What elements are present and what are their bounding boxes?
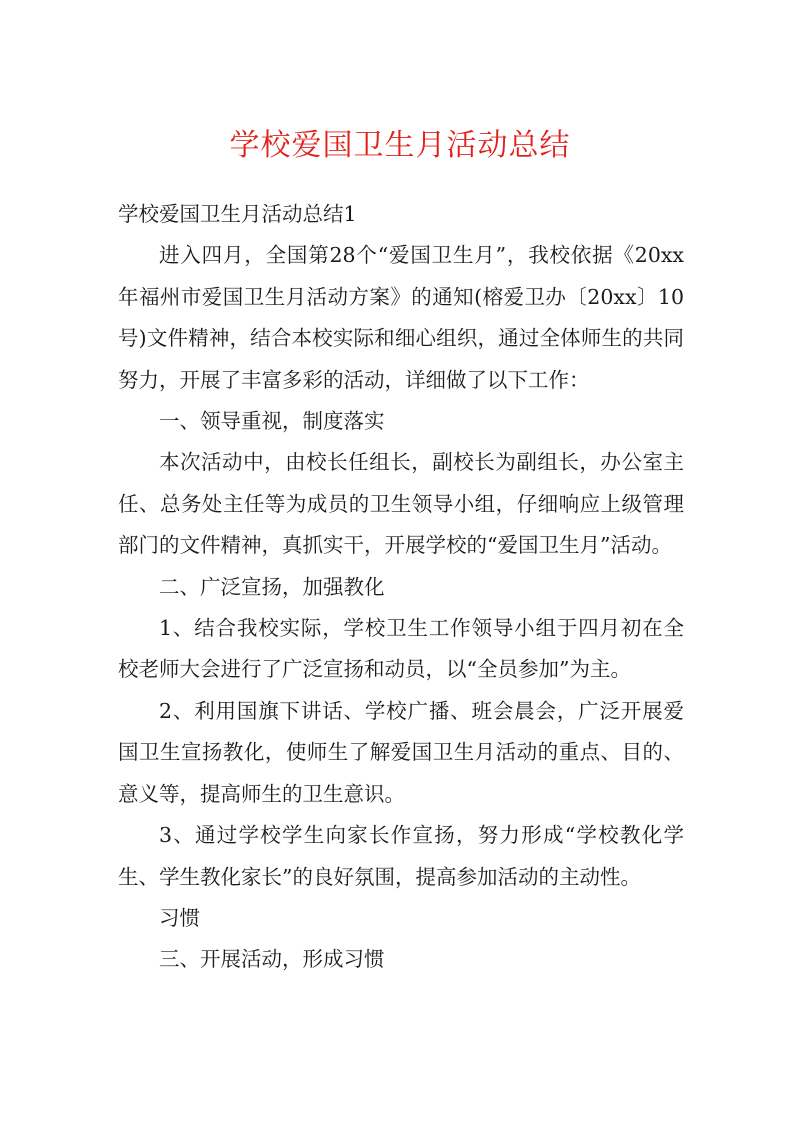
document-body	[118, 194, 684, 981]
paragraph: 习惯	[159, 905, 200, 930]
section-heading: 二、广泛宣扬，加强教化	[159, 574, 385, 599]
paragraph: 本次活动中，由校长任组长，副校长为副组长，办公室主任、总务处主任等为成员的卫生领导小组，仔细响应上级管理部门的文件精神，真抓实干，开展学校的“爱国卫生月”活动。	[118, 450, 684, 558]
document-title: 学校爱国卫生月活动总结	[229, 128, 571, 163]
section-heading: 一、领导重视，制度落实	[159, 409, 385, 434]
paragraph: 2、利用国旗下讲话、学校广播、班会晨会，广泛开展爱国卫生宣扬教化，使师生了解爱国卫生月活动的重点、目的、意义等，提高师生的卫生意识。	[118, 698, 684, 806]
paragraph: 1、结合我校实际，学校卫生工作领导小组于四月初在全校老师大会进行了广泛宣扬和动员，以“全员参加”为主。	[118, 616, 684, 682]
section-heading: 学校爱国卫生月活动总结1	[118, 202, 357, 226]
paragraph: 进入四月，全国第28个“爱国卫生月”，我校依据《20xx年福州市爱国卫生月活动方案》的通知(榕爱卫办〔20xx〕10号)文件精神，结合本校实际和细心组织，通过全体师生的共同努力，开展了丰富多彩的活动，详细做了以下工作：	[118, 243, 684, 392]
section-heading: 三、开展活动，形成习惯	[159, 947, 385, 972]
paragraph: 3、通过学校学生向家长作宣扬，努力形成“学校教化学生、学生教化家长”的良好氛围，提高参加活动的主动性。	[118, 823, 684, 889]
